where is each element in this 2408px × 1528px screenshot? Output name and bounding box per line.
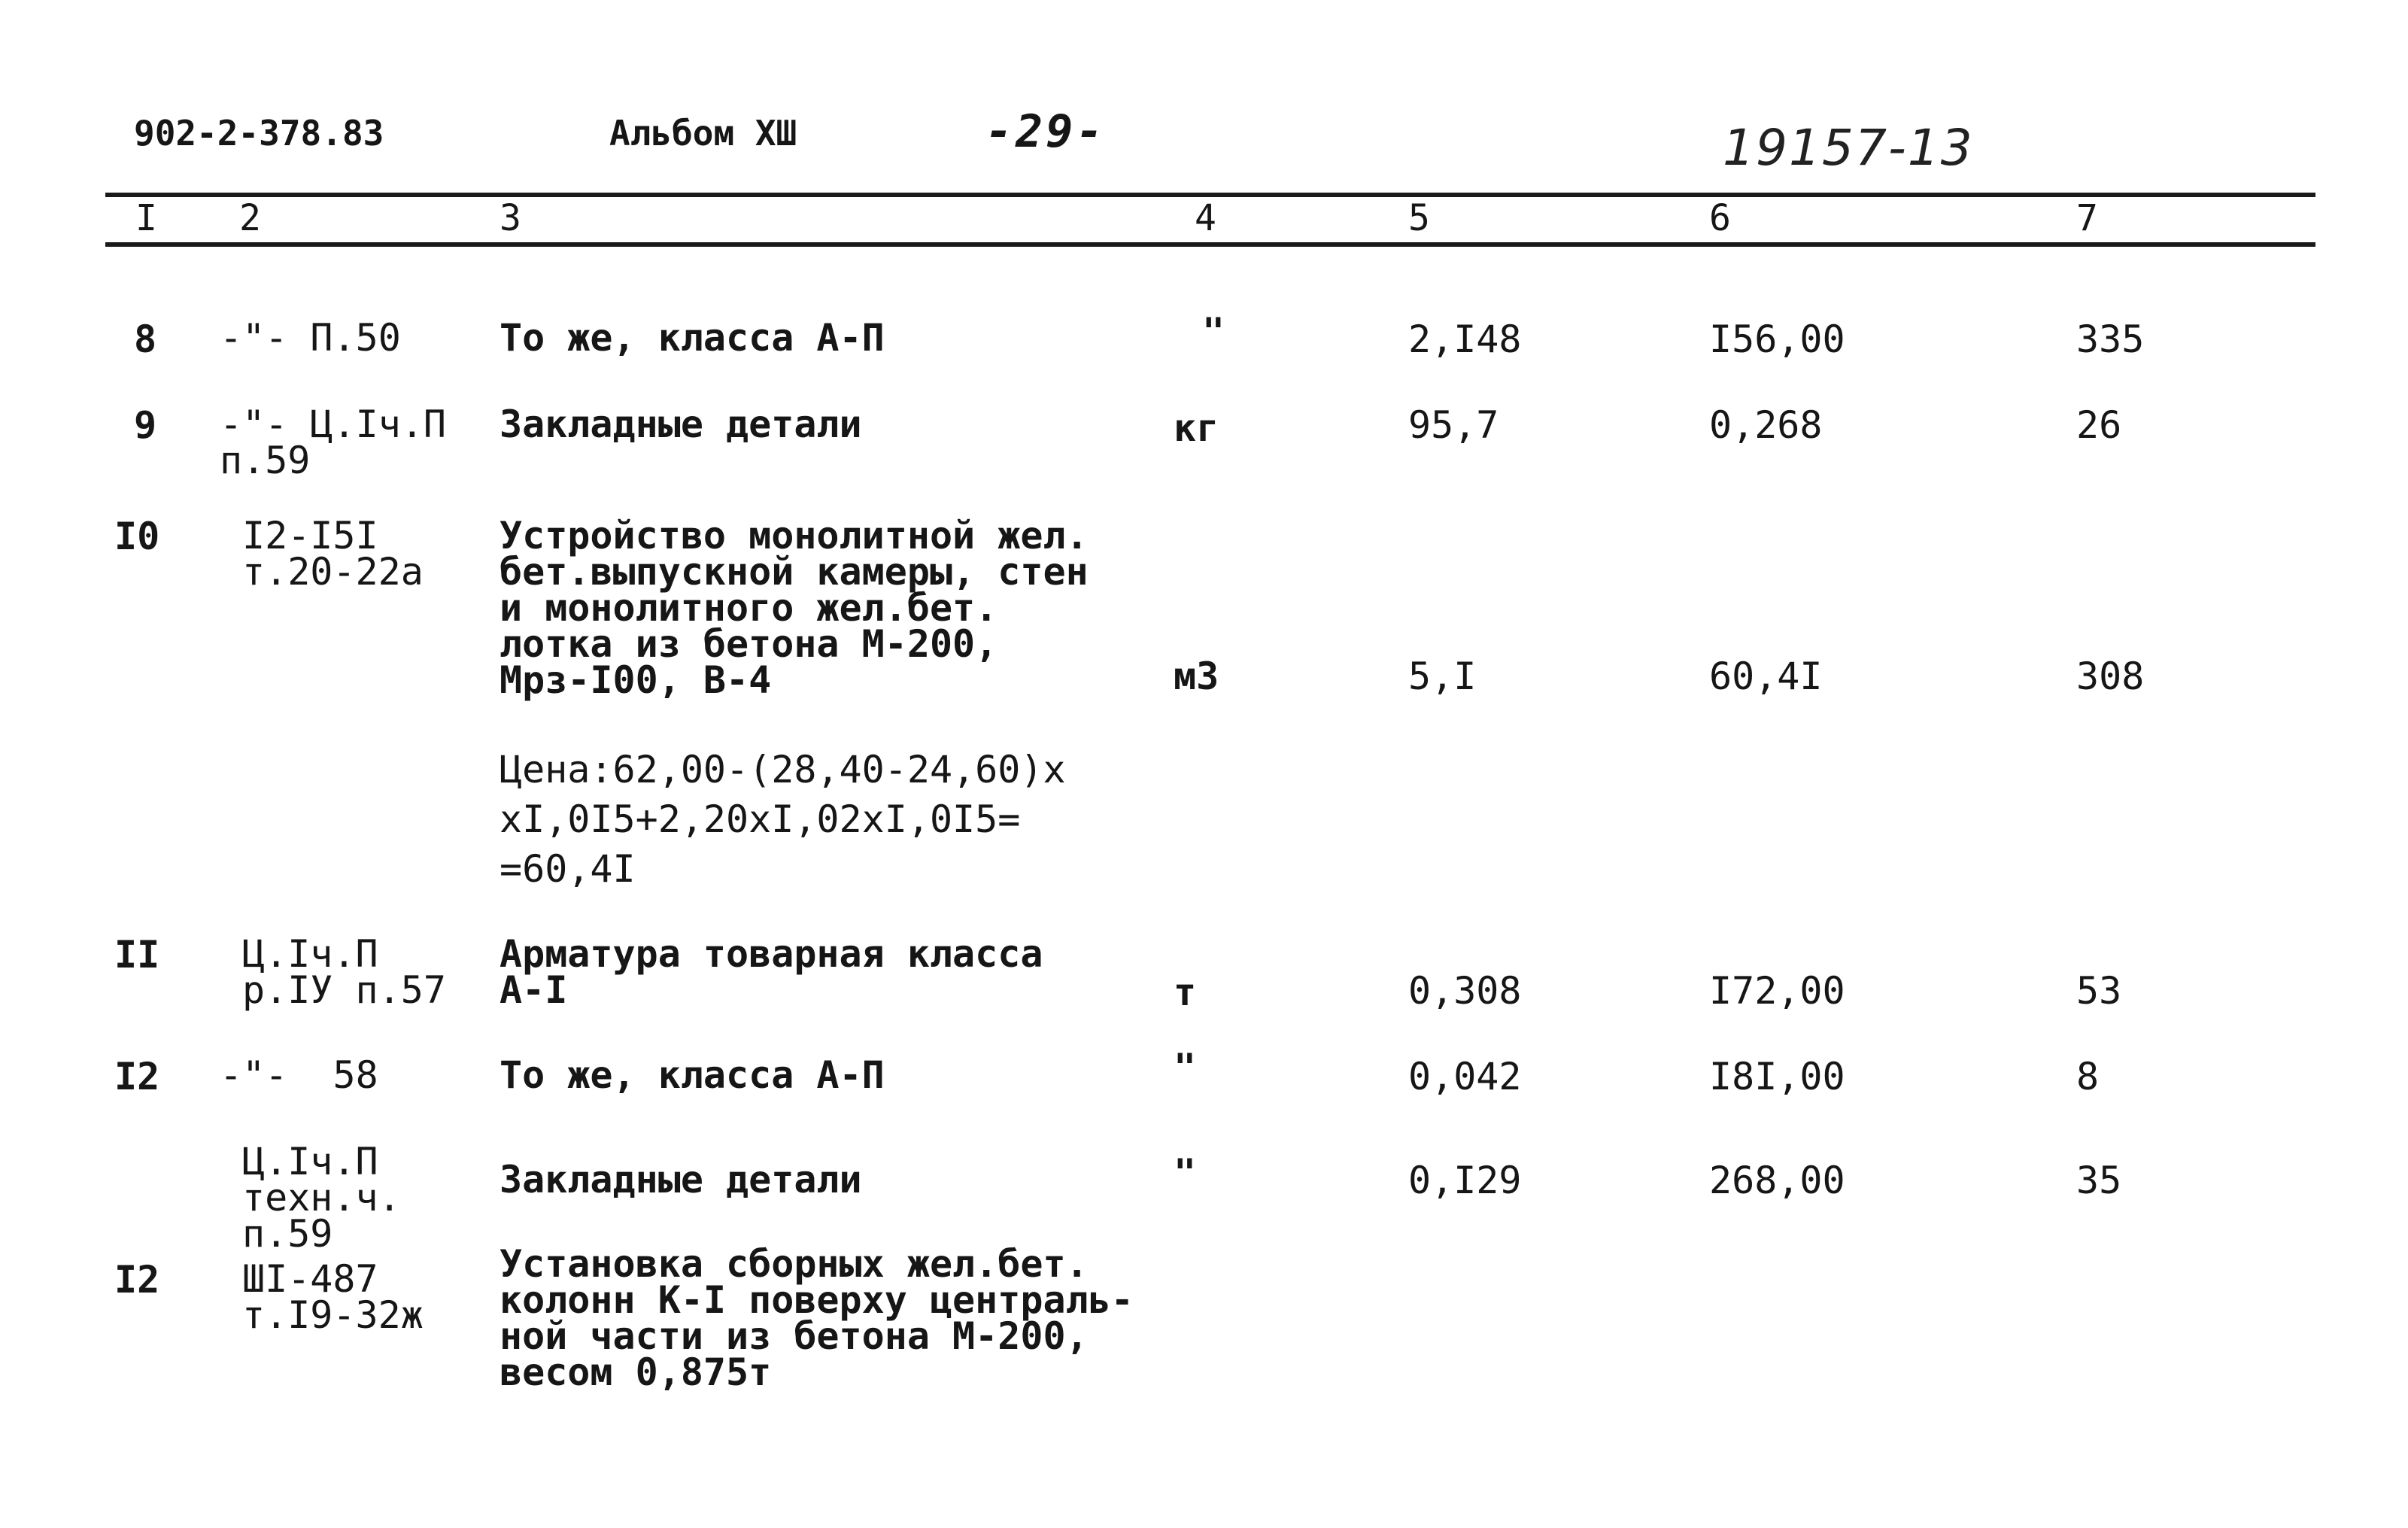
row-unit-price: I72,00	[1709, 969, 1845, 1013]
row-description: То же, класса А-П	[500, 316, 885, 360]
row-reference: I2-I5I т.20-22а	[242, 514, 424, 594]
album-label: Альбом XШ	[609, 113, 797, 153]
row-total: 8	[2076, 1055, 2100, 1098]
row-unit: "	[1174, 1046, 1197, 1089]
row-number: I0	[114, 515, 160, 558]
row-number: 9	[134, 403, 157, 447]
table-header-rule	[105, 242, 2315, 247]
row-number: I2	[114, 1258, 160, 1302]
row-quantity: 0,042	[1408, 1055, 1522, 1098]
row-reference: Ц.Iч.П р.IУ п.57	[242, 932, 446, 1012]
row-quantity: 5,I	[1408, 655, 1477, 698]
row-description: Закладные детали	[500, 1158, 862, 1201]
column-header-2: 2	[239, 197, 261, 239]
row-unit: т	[1174, 971, 1197, 1014]
row-unit-price: 0,268	[1709, 403, 1823, 447]
row-reference: Ц.Iч.П техн.ч. п.59	[242, 1140, 401, 1256]
column-header-4: 4	[1195, 197, 1216, 239]
row-unit: "	[1174, 1151, 1197, 1195]
document-code: 902-2-378.83	[134, 113, 384, 153]
row-total: 26	[2076, 403, 2122, 447]
row-quantity: 0,308	[1408, 969, 1522, 1013]
row-quantity: 95,7	[1408, 403, 1499, 447]
row-unit: м3	[1174, 655, 1219, 698]
row-description: Установка сборных жел.бет. колонн К-I поверху централь- ной части из бетона М-200, весом 0,875т	[500, 1242, 1134, 1394]
row-reference: -"- П.50	[220, 316, 401, 360]
page-number: -29-	[985, 105, 1107, 158]
row-total: 35	[2076, 1159, 2122, 1202]
row-number: II	[114, 933, 160, 977]
row-description: Устройство монолитной жел. бет.выпускной камеры, стен и монолитного жел.бет. лотка из бетона М-200, Мрз-I00, В-4	[500, 514, 1089, 702]
row-unit-price: I56,00	[1709, 317, 1845, 361]
column-header-3: 3	[500, 197, 521, 239]
row-number: I2	[114, 1055, 160, 1098]
column-header-1: I	[135, 197, 157, 239]
price-calculation-note: Цена:62,00-(28,40-24,60)х хI,0I5+2,20хI,02хI,0I5= =60,4I	[500, 748, 1066, 891]
row-reference: -"- Ц.Iч.П п.59	[220, 403, 447, 482]
row-unit: кг	[1174, 406, 1219, 450]
row-quantity: 0,I29	[1408, 1159, 1522, 1202]
row-total: 308	[2076, 655, 2145, 698]
column-header-7: 7	[2076, 197, 2098, 239]
row-quantity: 2,I48	[1408, 317, 1522, 361]
row-description: Закладные детали	[500, 403, 862, 446]
row-reference: ШI-487 т.I9-32ж	[242, 1257, 424, 1337]
row-unit-price: I8I,00	[1709, 1055, 1845, 1098]
column-header-5: 5	[1408, 197, 1430, 239]
column-header-6: 6	[1709, 197, 1731, 239]
row-unit-price: 268,00	[1709, 1159, 1845, 1202]
handwritten-sheet-number: 19157-13	[1723, 119, 1974, 177]
row-unit: "	[1202, 310, 1225, 354]
row-number: 8	[134, 317, 157, 361]
row-total: 53	[2076, 969, 2122, 1013]
row-unit-price: 60,4I	[1709, 655, 1823, 698]
row-description: То же, класса А-П	[500, 1053, 885, 1097]
row-description: Арматура товарная класса А-I	[500, 932, 1043, 1012]
row-reference: -"- 58	[220, 1053, 378, 1097]
row-total: 335	[2076, 317, 2145, 361]
